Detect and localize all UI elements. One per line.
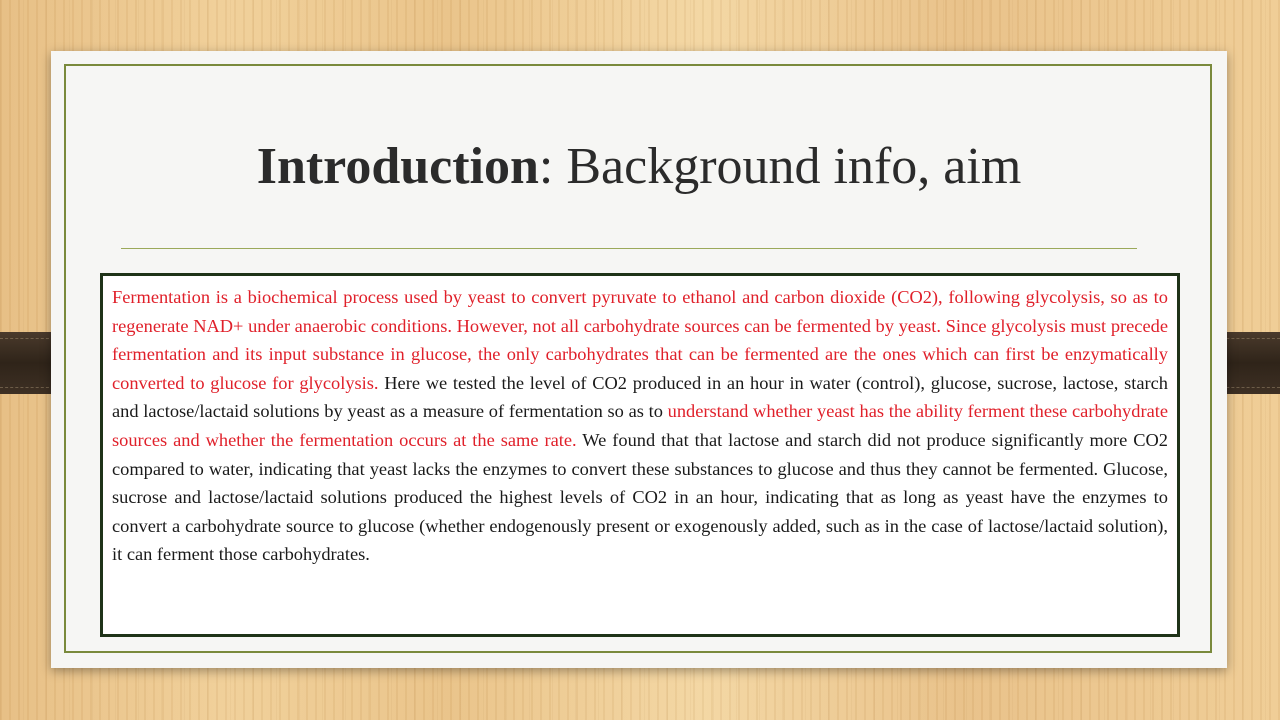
strap-stitch: [0, 387, 54, 388]
method-text: Here we tested the level of CO2 produced in an hour in water (control), glucose, sucrose, lactose, starch and lactose/lactaid solutions by yeast as a measure of fermentation so as to: [112, 372, 1168, 422]
background-text: Fermentation is a biochemical process used by yeast to convert pyruvate to ethanol and carbon dioxide (CO2), following glycolysis, so as to regenerate NAD+ under anaerobic conditions. However, not all carbohydrate sources can be fermented by yeast. Since glycolysis must precede fermentation and its input substance in glucose, the only carbohydrates that can be fermented are the ones which can first be enzymatically converted to glucose for glycolysis.: [112, 287, 1168, 393]
slide-title[interactable]: [51, 138, 1227, 195]
body-text-box[interactable]: [100, 273, 1180, 637]
title-bold-part: Introduction: [256, 138, 539, 195]
aim-text: understand whether yeast has the ability ferment these carbohydrate sources and whether the fermentation occurs at the same rate.: [112, 401, 1169, 450]
left-strap-decoration: [0, 332, 54, 394]
strap-stitch: [0, 338, 54, 339]
title-divider: [121, 248, 1137, 249]
findings-text: We found that that lactose and starch did not produce significantly more CO2 compared to water, indicating that yeast lacks the enzymes to convert these substances to glucose and thus they cannot be fermented. Glucose, sucrose and lactose/lactaid solutions produced the highest levels of CO2 in an hour, indicating that as long as yeast have the enzymes to convert a carbohydrate source to glucose (whether endogenously present or exogenously added, such as in the case of lactose/lactaid solution), it can ferment those carbohydrates.: [112, 429, 1169, 565]
slide-paper: [51, 51, 1227, 668]
title-rest-part: : Background info, aim: [538, 138, 1022, 195]
